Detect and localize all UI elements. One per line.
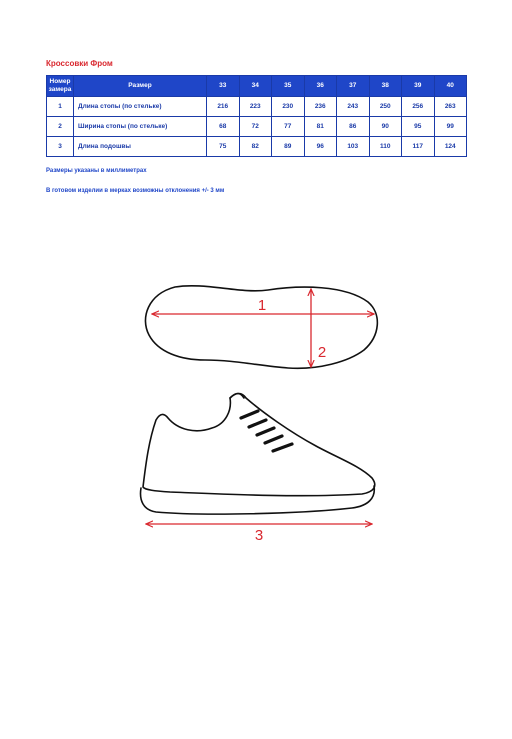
table-cell: 230: [272, 97, 305, 117]
table-cell: 82: [239, 137, 272, 157]
shoe-laces: [241, 411, 292, 451]
table-cell: 99: [434, 117, 467, 137]
table-cell: 68: [207, 117, 240, 137]
row-number: 2: [47, 117, 74, 137]
table-cell: 223: [239, 97, 272, 117]
header-size-33: 33: [207, 76, 240, 97]
table-cell: 95: [402, 117, 435, 137]
table-cell: 110: [369, 137, 402, 157]
length-label: 1: [257, 297, 267, 314]
header-size-38: 38: [369, 76, 402, 97]
table-cell: 86: [337, 117, 370, 137]
row-number: 1: [47, 97, 74, 117]
table-cell: 96: [304, 137, 337, 157]
row-number: 3: [47, 137, 74, 157]
page-title: Кроссовки Фром: [46, 59, 113, 68]
table-cell: 263: [434, 97, 467, 117]
header-size-40: 40: [434, 76, 467, 97]
table-cell: 124: [434, 137, 467, 157]
tolerance-note: В готовом изделии в мерках возможны отклонения +/- 3 мм: [46, 188, 225, 194]
header-size-37: 37: [337, 76, 370, 97]
header-size-36: 36: [304, 76, 337, 97]
table-cell: 250: [369, 97, 402, 117]
table-cell: 89: [272, 137, 305, 157]
header-size: Размер: [74, 76, 207, 97]
row-name: Ширина стопы (по стельке): [74, 117, 207, 137]
table-cell: 103: [337, 137, 370, 157]
row-name: Длина подошвы: [74, 137, 207, 157]
table-cell: 75: [207, 137, 240, 157]
table-cell: 256: [402, 97, 435, 117]
table-cell: 216: [207, 97, 240, 117]
table-cell: 81: [304, 117, 337, 137]
header-size-35: 35: [272, 76, 305, 97]
table-cell: 77: [272, 117, 305, 137]
table-cell: 243: [337, 97, 370, 117]
table-cell: 236: [304, 97, 337, 117]
units-note: Размеры указаны в миллиметрах: [46, 168, 147, 174]
sole-length-label: 3: [254, 527, 264, 544]
table-cell: 72: [239, 117, 272, 137]
width-label: 2: [317, 344, 327, 361]
table-cell: 90: [369, 117, 402, 137]
table-cell: 117: [402, 137, 435, 157]
header-size-34: 34: [239, 76, 272, 97]
header-size-39: 39: [402, 76, 435, 97]
header-number-line2: замера: [48, 86, 72, 93]
header-number-line1: Номер: [49, 78, 71, 85]
row-name: Длина стопы (по стельке): [74, 97, 207, 117]
